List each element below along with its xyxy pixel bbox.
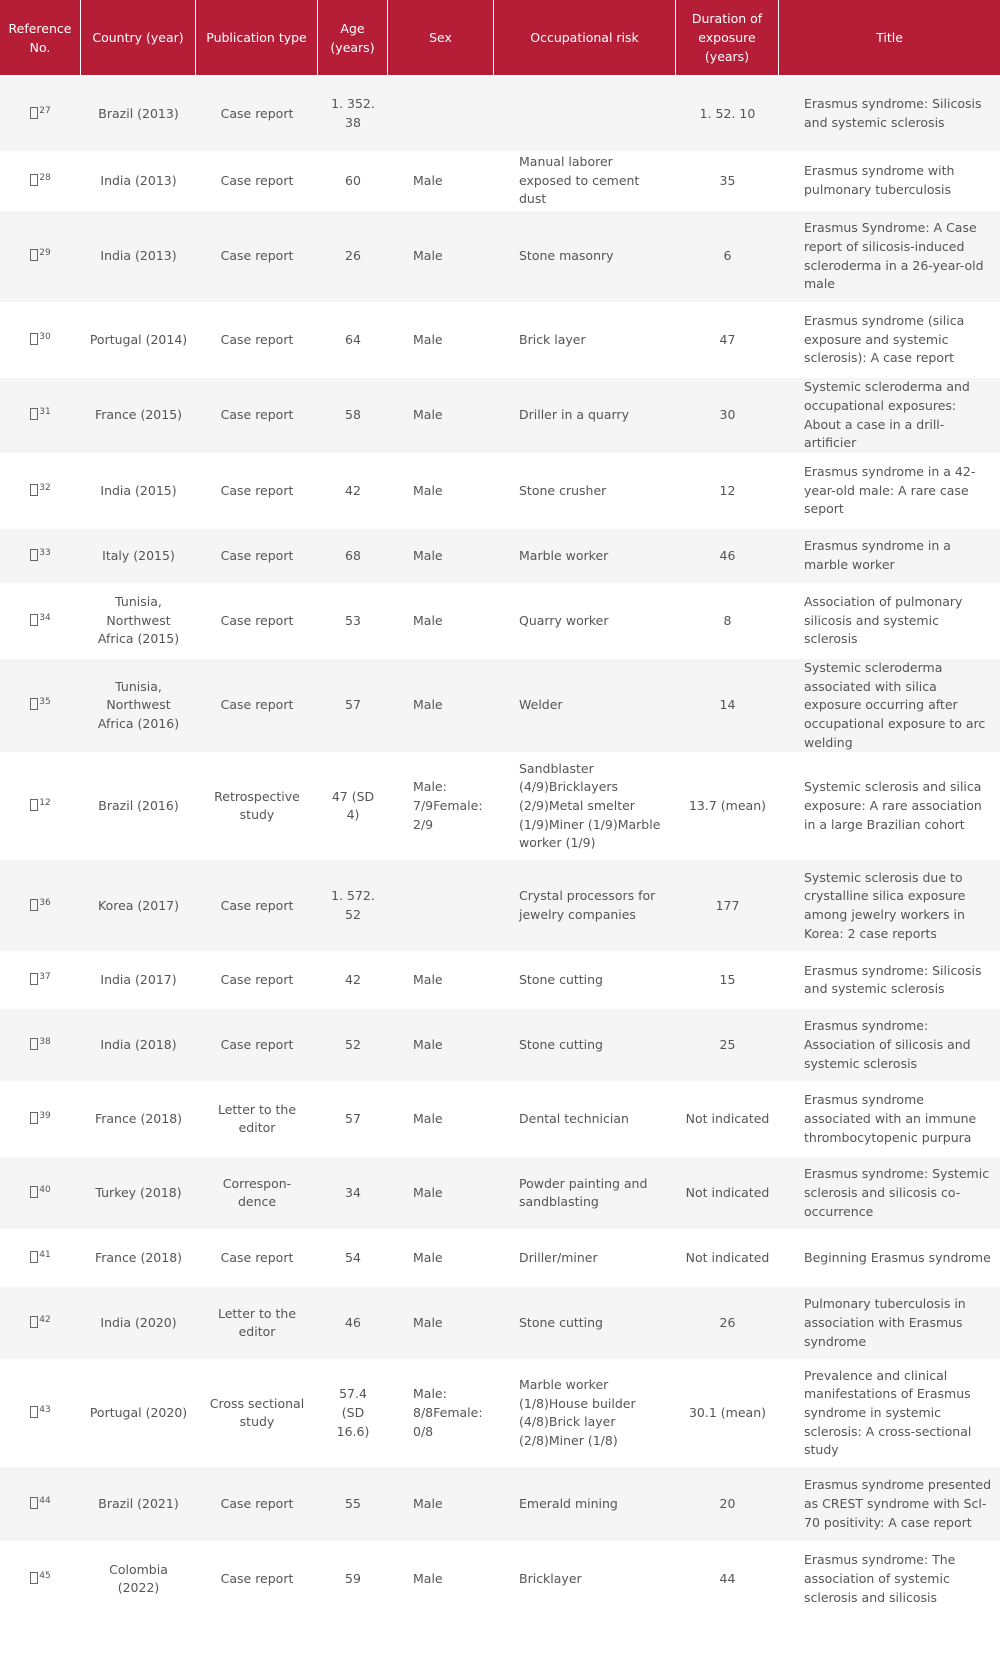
cell-sex: Male	[388, 1007, 494, 1081]
cell-country: Tunisia, Northwest Africa (2015)	[81, 583, 196, 657]
cell-reference	[0, 1229, 81, 1285]
cell-duration: 25	[676, 1007, 779, 1081]
table-row	[0, 1081, 1000, 1155]
reference-number: 31	[39, 407, 51, 417]
cell-occupational-risk: Manual laborer exposed to cement dust	[494, 151, 676, 209]
cell-duration: 30.1 (mean)	[676, 1359, 779, 1465]
table-row	[0, 527, 1000, 583]
cell-age: 68	[318, 527, 388, 583]
table-row	[0, 1285, 1000, 1359]
cell-reference	[0, 951, 81, 1007]
cell-age: 60	[318, 151, 388, 209]
table-row	[0, 1359, 1000, 1465]
cell-country: India (2017)	[81, 951, 196, 1007]
missing-glyph-icon	[30, 549, 38, 561]
cell-country: India (2018)	[81, 1007, 196, 1081]
cell-sex	[388, 75, 494, 151]
cell-duration: 6	[676, 209, 779, 302]
cell-age: 57.4 (SD 16.6)	[318, 1359, 388, 1465]
cell-title: Erasmus syndrome: The association of systemic sclerosis and silicosis	[779, 1541, 1000, 1615]
reference-number: 32	[39, 482, 51, 493]
cell-sex: Male: 7/9Female: 2/9	[388, 752, 494, 858]
reference-number: 36	[39, 897, 51, 908]
table-row	[0, 951, 1000, 1007]
cell-duration: 1. 52. 10	[676, 75, 779, 151]
cell-age: 59	[318, 1541, 388, 1615]
cell-publication-type: Case report	[196, 583, 318, 657]
reference-number: 44	[39, 1495, 51, 1506]
cell-publication-type: Case report	[196, 1465, 318, 1541]
cell-country: France (2018)	[81, 1229, 196, 1285]
cell-country: India (2020)	[81, 1285, 196, 1359]
cell-title: Erasmus syndrome with pulmonary tuberculosis	[779, 151, 1000, 209]
cell-publication-type: Case report	[196, 858, 318, 951]
cell-publication-type: Letter to the editor	[196, 1081, 318, 1155]
reference-number: 45	[39, 1570, 51, 1581]
cell-title: Erasmus syndrome: Silicosis and systemic sclerosis	[779, 951, 1000, 1007]
cell-title: Erasmus syndrome in a 42-year-old male: A rare case seport	[779, 453, 1000, 527]
missing-glyph-icon	[30, 484, 38, 496]
cell-sex: Male	[388, 527, 494, 583]
cell-title: Association of pulmonary silicosis and systemic sclerosis	[779, 583, 1000, 657]
cell-reference	[0, 151, 81, 209]
cell-sex: Male: 8/8Female: 0/8	[388, 1359, 494, 1465]
reference-number: 39	[39, 1110, 51, 1121]
cell-title: Erasmus syndrome associated with an immune thrombocytopenic purpura	[779, 1081, 1000, 1155]
table-row	[0, 1541, 1000, 1615]
table-row	[0, 453, 1000, 527]
cell-country: France (2015)	[81, 376, 196, 453]
cell-occupational-risk: Dental technician	[494, 1081, 676, 1155]
cell-country: Brazil (2016)	[81, 752, 196, 858]
table-row	[0, 209, 1000, 302]
cell-age: 53	[318, 583, 388, 657]
cell-occupational-risk: Marble worker	[494, 527, 676, 583]
cell-duration: 20	[676, 1465, 779, 1541]
cell-reference	[0, 75, 81, 151]
missing-glyph-icon	[30, 1572, 38, 1584]
cell-sex: Male	[388, 1285, 494, 1359]
table-row	[0, 858, 1000, 951]
cell-occupational-risk: Stone crusher	[494, 453, 676, 527]
cell-publication-type: Case report	[196, 527, 318, 583]
cell-publication-type: Case report	[196, 75, 318, 151]
cell-occupational-risk: Stone masonry	[494, 209, 676, 302]
cell-publication-type: Case report	[196, 302, 318, 376]
missing-glyph-icon	[30, 799, 38, 811]
cell-publication-type: Case report	[196, 657, 318, 753]
cell-duration: 14	[676, 657, 779, 753]
cell-duration: 30	[676, 376, 779, 453]
cell-publication-type: Letter to the editor	[196, 1285, 318, 1359]
missing-glyph-icon	[30, 249, 38, 261]
cell-publication-type: Case report	[196, 1007, 318, 1081]
missing-glyph-icon	[30, 174, 38, 186]
cell-publication-type: Case report	[196, 209, 318, 302]
cell-reference	[0, 453, 81, 527]
cell-country: Brazil (2021)	[81, 1465, 196, 1541]
table-row	[0, 657, 1000, 753]
cell-duration: 8	[676, 583, 779, 657]
cell-title: Prevalence and clinical manifestations of Erasmus syndrome in systemic sclerosis: A cross-sectional study	[779, 1359, 1000, 1465]
cell-title: Systemic scleroderma and occupational exposures: About a case in a drill-artificier	[779, 376, 1000, 453]
cell-age: 54	[318, 1229, 388, 1285]
header-sex: Sex	[388, 0, 494, 75]
header-reference: Reference No.	[0, 0, 81, 75]
cell-age: 46	[318, 1285, 388, 1359]
cell-duration: 35	[676, 151, 779, 209]
table-row	[0, 151, 1000, 209]
cell-title: Beginning Erasmus syndrome	[779, 1229, 1000, 1285]
cell-occupational-risk: Stone cutting	[494, 1285, 676, 1359]
cell-occupational-risk: Stone cutting	[494, 951, 676, 1007]
cell-country: Colombia (2022)	[81, 1541, 196, 1615]
table-row	[0, 752, 1000, 858]
reference-number: 28	[39, 172, 51, 183]
reference-number: 38	[39, 1036, 51, 1047]
cell-country: India (2013)	[81, 209, 196, 302]
cell-occupational-risk	[494, 75, 676, 151]
table-row	[0, 376, 1000, 453]
cell-occupational-risk: Powder painting and sandblasting	[494, 1155, 676, 1229]
table-row	[0, 1229, 1000, 1285]
cell-publication-type: Case report	[196, 1229, 318, 1285]
cell-age: 42	[318, 951, 388, 1007]
cell-reference	[0, 209, 81, 302]
cell-country: Portugal (2020)	[81, 1359, 196, 1465]
cell-sex: Male	[388, 376, 494, 453]
missing-glyph-icon	[30, 408, 38, 420]
cell-sex: Male	[388, 1541, 494, 1615]
cell-age: 26	[318, 209, 388, 302]
cell-title: Erasmus syndrome: Systemic sclerosis and silicosis co-occurrence	[779, 1155, 1000, 1229]
cell-reference	[0, 657, 81, 753]
cell-duration: 13.7 (mean)	[676, 752, 779, 858]
cell-reference	[0, 302, 81, 376]
cell-title: Systemic scleroderma associated with silica exposure occurring after occupational exposure to arc welding	[779, 657, 1000, 753]
cell-occupational-risk: Brick layer	[494, 302, 676, 376]
cell-country: France (2018)	[81, 1081, 196, 1155]
cell-sex: Male	[388, 951, 494, 1007]
missing-glyph-icon	[30, 107, 38, 119]
cell-occupational-risk: Bricklayer	[494, 1541, 676, 1615]
missing-glyph-icon	[30, 899, 38, 911]
table-row	[0, 583, 1000, 657]
cell-reference	[0, 583, 81, 657]
cell-publication-type: Case report	[196, 376, 318, 453]
cell-occupational-risk: Quarry worker	[494, 583, 676, 657]
cell-age: 34	[318, 1155, 388, 1229]
cell-occupational-risk: Stone cutting	[494, 1007, 676, 1081]
cell-duration: 12	[676, 453, 779, 527]
cell-reference	[0, 1465, 81, 1541]
cell-country: Tunisia, Northwest Africa (2016)	[81, 657, 196, 753]
table-row	[0, 302, 1000, 376]
cell-sex: Male	[388, 151, 494, 209]
header-occupational-risk: Occupational risk	[494, 0, 676, 75]
cell-publication-type: Case report	[196, 151, 318, 209]
cell-country: India (2015)	[81, 453, 196, 527]
cell-duration: 15	[676, 951, 779, 1007]
header-age: Age (years)	[318, 0, 388, 75]
header-title: Title	[779, 0, 1000, 75]
cell-age: 55	[318, 1465, 388, 1541]
missing-glyph-icon	[30, 1497, 38, 1509]
cell-title: Erasmus syndrome: Silicosis and systemic sclerosis	[779, 75, 1000, 151]
cell-duration: Not indicated	[676, 1155, 779, 1229]
cell-age: 42	[318, 453, 388, 527]
header-publication-type: Publication type	[196, 0, 318, 75]
reference-number: 34	[39, 612, 51, 623]
cell-title: Systemic sclerosis and silica exposure: A rare association in a large Brazilian cohort	[779, 752, 1000, 858]
table-row	[0, 75, 1000, 151]
table-row	[0, 1465, 1000, 1541]
cell-country: India (2013)	[81, 151, 196, 209]
missing-glyph-icon	[30, 1251, 38, 1263]
missing-glyph-icon	[30, 698, 38, 710]
reference-number: 41	[39, 1249, 51, 1260]
cell-reference	[0, 1541, 81, 1615]
cell-duration: 47	[676, 302, 779, 376]
cell-duration: 177	[676, 858, 779, 951]
cell-age: 57	[318, 657, 388, 753]
cell-occupational-risk: Welder	[494, 657, 676, 753]
reference-number: 37	[39, 971, 51, 982]
cell-sex: Male	[388, 453, 494, 527]
missing-glyph-icon	[30, 1112, 38, 1124]
cell-publication-type: Case report	[196, 951, 318, 1007]
cell-sex	[388, 858, 494, 951]
cell-title: Erasmus syndrome presented as CREST syndrome with Scl-70 positivity: A case report	[779, 1465, 1000, 1541]
cell-age: 58	[318, 376, 388, 453]
reference-number: 40	[39, 1184, 51, 1195]
cell-sex: Male	[388, 1229, 494, 1285]
cell-reference	[0, 1285, 81, 1359]
reference-number: 43	[39, 1404, 51, 1415]
missing-glyph-icon	[30, 1406, 38, 1418]
table-row	[0, 1007, 1000, 1081]
header-row	[0, 0, 1000, 75]
missing-glyph-icon	[30, 1038, 38, 1050]
header-duration: Duration of exposure (years)	[676, 0, 779, 75]
cell-sex: Male	[388, 1081, 494, 1155]
cell-country: Portugal (2014)	[81, 302, 196, 376]
missing-glyph-icon	[30, 614, 38, 626]
cell-duration: 46	[676, 527, 779, 583]
cell-sex: Male	[388, 1465, 494, 1541]
cell-sex: Male	[388, 583, 494, 657]
cell-publication-type: Case report	[196, 1541, 318, 1615]
cell-occupational-risk: Marble worker (1/8)House builder (4/8)Brick layer (2/8)Miner (1/8)	[494, 1359, 676, 1465]
cell-sex: Male	[388, 657, 494, 753]
cell-occupational-risk: Emerald mining	[494, 1465, 676, 1541]
cell-reference	[0, 1081, 81, 1155]
cell-publication-type: Cross sectional study	[196, 1359, 318, 1465]
cell-country: Korea (2017)	[81, 858, 196, 951]
cell-duration: Not indicated	[676, 1229, 779, 1285]
cell-publication-type: Case report	[196, 453, 318, 527]
cell-reference	[0, 527, 81, 583]
reference-number: 33	[39, 547, 51, 558]
cell-sex: Male	[388, 209, 494, 302]
missing-glyph-icon	[30, 1316, 38, 1328]
cell-title: Erasmus syndrome: Association of silicosis and systemic sclerosis	[779, 1007, 1000, 1081]
cell-sex: Male	[388, 1155, 494, 1229]
cell-title: Erasmus Syndrome: A Case report of silicosis-induced scleroderma in a 26-year-old male	[779, 209, 1000, 302]
cell-occupational-risk: Driller in a quarry	[494, 376, 676, 453]
cell-age: 47 (SD 4)	[318, 752, 388, 858]
cell-country: Turkey (2018)	[81, 1155, 196, 1229]
cell-age: 1. 572. 52	[318, 858, 388, 951]
cell-title: Systemic sclerosis due to crystalline silica exposure among jewelry workers in Korea: 2 case reports	[779, 858, 1000, 951]
cell-country: Brazil (2013)	[81, 75, 196, 151]
cell-country: Italy (2015)	[81, 527, 196, 583]
cell-age: 1. 352. 38	[318, 75, 388, 151]
reference-number: 12	[39, 797, 51, 808]
reference-number: 42	[39, 1314, 51, 1325]
cell-reference	[0, 858, 81, 951]
cell-age: 52	[318, 1007, 388, 1081]
cell-duration: 44	[676, 1541, 779, 1615]
cell-duration: 26	[676, 1285, 779, 1359]
cell-duration: Not indicated	[676, 1081, 779, 1155]
table-row	[0, 1155, 1000, 1229]
missing-glyph-icon	[30, 333, 38, 345]
header-country: Country (year)	[81, 0, 196, 75]
cell-reference	[0, 752, 81, 858]
cell-age: 64	[318, 302, 388, 376]
cell-title: Erasmus syndrome in a marble worker	[779, 527, 1000, 583]
cell-publication-type: Correspon-dence	[196, 1155, 318, 1229]
missing-glyph-icon	[30, 973, 38, 985]
missing-glyph-icon	[30, 1186, 38, 1198]
cell-occupational-risk: Driller/miner	[494, 1229, 676, 1285]
reference-number: 29	[39, 248, 51, 259]
reference-number: 35	[39, 697, 51, 708]
cell-sex: Male	[388, 302, 494, 376]
cell-title: Pulmonary tuberculosis in association with Erasmus syndrome	[779, 1285, 1000, 1359]
cell-occupational-risk: Crystal processors for jewelry companies	[494, 858, 676, 951]
cell-age: 57	[318, 1081, 388, 1155]
cell-reference	[0, 1155, 81, 1229]
cell-title: Erasmus syndrome (silica exposure and systemic sclerosis): A case report	[779, 302, 1000, 376]
cell-occupational-risk: Sandblaster (4/9)Bricklayers (2/9)Metal smelter (1/9)Miner (1/9)Marble worker (1/9)	[494, 752, 676, 858]
reference-number: 30	[39, 331, 51, 342]
cell-publication-type: Retrospective study	[196, 752, 318, 858]
cell-reference	[0, 1359, 81, 1465]
reference-number: 27	[39, 105, 51, 116]
cell-reference	[0, 376, 81, 453]
cell-reference	[0, 1007, 81, 1081]
